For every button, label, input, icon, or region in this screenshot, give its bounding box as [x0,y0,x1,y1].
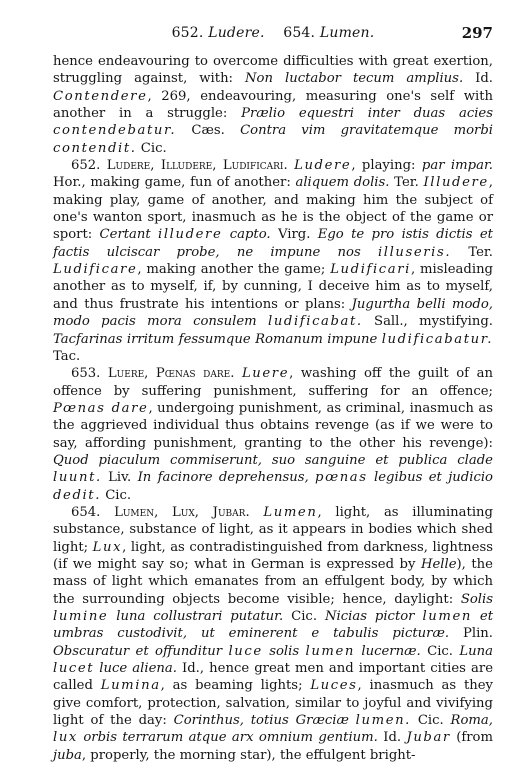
text-run: , light, as illuminating substance, substance of light, as it appears in bodies which shed light; [53,504,493,555]
text-run: , 269, endeavouring, measuring one's self with another in a struggle: [53,88,493,122]
text-run: solis [262,643,306,659]
text-run: Lumina [100,678,161,694]
running-title [53,22,493,44]
text-run: Cic. [410,713,451,729]
text-run: 653. [71,366,108,382]
text-run: , playing: [351,158,422,174]
text-run: Ludificare [53,262,138,278]
text-run: Cæs. [176,123,241,139]
text-run: juba [53,747,82,763]
text-run: Luces [310,678,358,694]
text-run [250,505,264,520]
text-run: Helle [420,556,457,572]
text-run: contendebatur. [53,123,177,139]
text-run: hence endeavouring to overcome difficulties with great exertion, struggling against, with: [53,54,493,87]
text-run: Illudere [423,175,489,191]
text-run: lucet [53,661,95,677]
text-run: lumen [422,609,472,624]
running-head [53,22,493,44]
running-title-right-word: Lumen. [319,25,375,41]
text-run: ludificabat. [268,314,363,330]
text-run: Corinthus, totius Græciæ [173,713,356,729]
text-run: , properly, the morning star), the effulgent bright- [81,747,416,763]
text-run: Obscuratur et offunditur [53,643,229,659]
text-run: 654. [71,504,115,520]
text-run: , making another the game; [137,262,331,278]
text-run: Plin. [449,626,493,642]
text-run: par impar. [421,158,493,174]
text-run: Contendere [53,88,148,104]
text-run: luce [228,643,263,659]
text-run: luna collustrari putatur. [108,609,284,624]
text-run: , inasmuch as they give comfort, protection, salvation, similar to joyful and vivifying light of the day: [53,678,493,729]
text-run: Contra vim gravitatemque morbi [240,123,493,139]
text-run: Luere [241,366,290,382]
text-run: (from [450,730,493,746]
text-run: Lumen, Lux, Jubar. [114,504,250,520]
running-title-left-number: 652. [171,25,204,41]
text-run: Luna [459,643,493,659]
text-run: Cic. [283,609,325,624]
body-text [53,53,493,764]
book-page [53,22,493,764]
text-run: Id. [377,730,407,746]
text-run: ludificabatur. [381,331,493,347]
text-run: Hor., making game, fun of another: [53,175,296,191]
text-run: Ter. [451,244,493,260]
text-run: Prælio equestri inter duas acies [241,106,493,122]
text-run: Cic. [136,140,167,156]
text-run: Id. [463,71,493,87]
text-run: capto. [222,227,271,243]
text-run: illuseris. [377,244,452,260]
text-run: , as beaming lights; [160,678,311,694]
text-run: , undergoing punishment, as criminal, inasmuch as the aggrieved individual thus obtains revenge (as if we were to say, affording punishment, granting to the other his revenge): [53,400,493,451]
text-run: 652. [71,158,107,174]
text-run: Lumen [263,504,318,520]
text-run: Ego te pro istis dictis et factis ulciscar probe, ne impune nos [53,227,493,260]
entry-654-lumen [53,504,493,764]
text-run: et umbras custodivit, ut eminerent e tabulis picturæ. [53,609,493,642]
text-run: Liv. [101,470,138,486]
text-run: , misleading another as to myself, if, by cunning, I deceive him as to myself, and thus frustrate his intentions or plans: [53,262,493,312]
text-run: Virg. [270,227,318,243]
text-run: , making play, game of another, and making him the subject of one's wanton sport, inasmuch as he is the object of the game or sport: [53,175,493,243]
text-run: , washing off the guilt of an offence by suffering punishment, suffering for an offence; [53,366,493,399]
text-run: , light, as contradistinguished from darkness, lightness (if we might say so; what in German is expressed by [53,539,493,572]
text-run: Ter. [389,175,424,191]
text-run: Certant [99,227,159,243]
text-run: Ludificari [330,262,411,278]
text-run: Luere, Pœnas dare. [107,366,235,382]
text-run: Non luctabor tecum amplius. [245,71,464,87]
text-run: Tacfarinas irritum fessumque Romanum impune [53,331,382,347]
text-run: contendit. [53,140,137,156]
text-run: In facinore deprehensus, [137,470,316,486]
text-run: Cic. [420,643,460,659]
text-run: Quod piaculum commiserunt, suo sanguine et publica clade [53,452,493,468]
page-number: 297 [461,24,493,42]
text-run: Ludere, Illudere, Ludificari. [106,158,288,174]
text-run: Roma, [450,713,493,729]
text-run: Sall., mystifying. [362,314,493,330]
text-run: Lux [92,539,123,555]
text-run: Solis [460,591,493,607]
running-title-left-word: Ludere. [208,25,265,41]
text-run: Ludere [294,158,352,174]
text-run: Cic. [101,487,132,503]
text-run: luce aliena. [94,661,177,677]
text-run: lumen. [355,713,411,729]
text-run: dedit. [53,487,101,503]
entry-653-luere [53,365,493,504]
text-run: Jubar [406,730,451,746]
text-run: Jugurtha belli modo, modo pacis mora consulem [53,296,493,330]
text-run: illudere [158,227,223,243]
text-run [234,366,242,381]
text-run: lumen [305,643,356,659]
text-run: ), the mass of light which emanates from an effulgent body, by which the surrounding objects become visible; hence, daylight: [53,556,493,607]
text-run: Nicias pictor [324,609,423,624]
text-run: aliquem dolis. [295,175,390,191]
text-run: luunt. [53,470,102,486]
text-run: legibus et judicio [367,470,493,486]
text-run: pœnas [315,470,368,486]
text-run: lux [53,730,78,746]
text-run: Tac. [53,348,81,364]
running-title-right-number: 654. [283,25,316,41]
paragraph-continuation [53,53,493,157]
text-run: lucernæ. [355,643,421,659]
entry-652-ludere [53,157,493,365]
text-run: Id., hence great men and important cities are called [53,661,494,694]
text-run: orbis terrarum atque arx omnium gentium. [77,730,378,746]
text-run: Pœnas dare [53,400,149,416]
text-run: lumine [53,609,109,624]
